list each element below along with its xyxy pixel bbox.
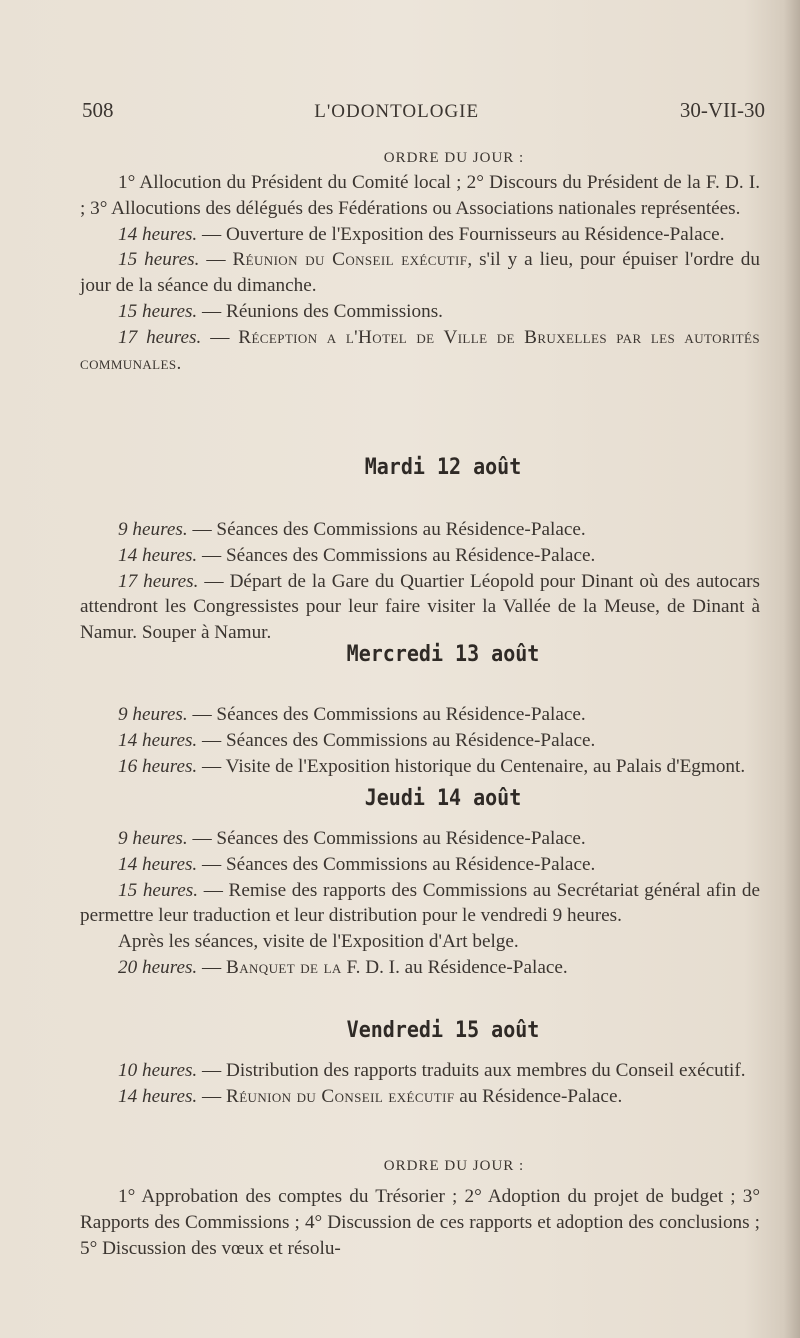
- vendredi-agenda: [80, 1184, 760, 1261]
- intro-paragraph-1: 1° Allocution du Président du Comité local ; 2° Discours du Président de la F. D. I. ; 3° Allocutions des délégués des Fédérations ou Associations nationales représentées.: [80, 172, 760, 219]
- intro-paragraph-3: 15 heures. — Réunion du Conseil exécutif, s'il y a lieu, pour épuiser l'ordre du jour de la séance du dimanche.: [80, 249, 760, 297]
- vendredi-paragraph-2: 14 heures. — Réunion du Conseil exécutif au Résidence-Palace.: [118, 1085, 623, 1107]
- page-header: [82, 98, 765, 130]
- time-label: 15 heures.: [118, 300, 198, 322]
- intro-paragraph-5: 17 heures. — Réception a l'Hotel de Ville de Bruxelles par les autorités communales.: [80, 326, 760, 374]
- mercredi-paragraph-3: 16 heures. — Visite de l'Exposition historique du Centenaire, au Palais d'Egmont.: [118, 755, 746, 777]
- time-label: 15 heures.: [118, 249, 200, 271]
- time-label: 14 heures.: [118, 223, 198, 245]
- mercredi-section: [80, 702, 760, 779]
- journal-title: L'ODONTOLOGIE: [314, 101, 480, 122]
- day-heading-vendredi: Vendredi 15 août: [346, 1015, 540, 1043]
- jeudi-paragraph-3: 15 heures. — Remise des rapports des Commissions au Secrétariat général afin de permettre leur traduction et leur distribution pour le vendredi 9 heures.: [80, 879, 760, 927]
- vendredi-paragraph-3: 1° Approbation des comptes du Trésorier ; 2° Adoption du projet de budget ; 3° Rapports des Commissions ; 4° Discussion de ces rapports et adoption des conclusions ; 5° Discussion des vœux et résolu-: [80, 1186, 760, 1259]
- jeudi-paragraph-2: 14 heures. — Séances des Commissions au Résidence-Palace.: [118, 853, 596, 875]
- intro-section: [80, 146, 760, 376]
- vendredi-order-block: [80, 1154, 760, 1178]
- mercredi-paragraph-1: 9 heures. — Séances des Commissions au Résidence-Palace.: [118, 704, 586, 725]
- jeudi-section: [80, 826, 760, 981]
- jeudi-paragraph-5: 20 heures. — Banquet de la F. D. I. au Résidence-Palace.: [118, 956, 568, 978]
- mardi-paragraph-2: 14 heures. — Séances des Commissions au Résidence-Palace.: [118, 544, 596, 566]
- mardi-paragraph-1: 9 heures. — Séances des Commissions au Résidence-Palace.: [118, 519, 586, 540]
- mardi-paragraph-3: 17 heures. — Départ de la Gare du Quartier Léopold pour Dinant où des autocars attendront les Congressistes pour leur faire visiter la Vallée de la Meuse, de Dinant à Namur. Souper à Namur.: [80, 570, 760, 644]
- jeudi-paragraph-1: 9 heures. — Séances des Commissions au Résidence-Palace.: [118, 828, 586, 849]
- mercredi-paragraph-2: 14 heures. — Séances des Commissions au Résidence-Palace.: [118, 729, 596, 751]
- intro-paragraph-2: 14 heures. — Ouverture de l'Exposition des Fournisseurs au Résidence-Palace.: [118, 223, 725, 245]
- order-of-day-label: ORDRE DU JOUR :: [383, 150, 525, 166]
- vendredi-heading-block: [80, 1015, 760, 1043]
- mardi-heading-block: [80, 452, 760, 480]
- vendredi-paragraph-1: 10 heures. — Distribution des rapports traduits aux membres du Conseil exécutif.: [118, 1060, 746, 1081]
- vendredi-section: [80, 1058, 760, 1110]
- jeudi-heading-block: [80, 783, 760, 811]
- mercredi-heading-block: [80, 639, 760, 667]
- jeudi-paragraph-4: Après les séances, visite de l'Exposition d'Art belge.: [118, 931, 519, 953]
- day-heading-jeudi: Jeudi 14 août: [364, 783, 522, 811]
- day-heading-mardi: Mardi 12 août: [364, 452, 522, 480]
- time-label: 17 heures.: [118, 326, 202, 348]
- order-of-day-label-2: ORDRE DU JOUR :: [383, 1158, 525, 1174]
- day-heading-mercredi: Mercredi 13 août: [346, 639, 540, 667]
- intro-paragraph-4: 15 heures. — Réunions des Commissions.: [118, 300, 443, 322]
- issue-date: 30-VII-30: [679, 98, 765, 122]
- page-number: 508: [82, 98, 114, 122]
- mardi-section: [80, 517, 760, 646]
